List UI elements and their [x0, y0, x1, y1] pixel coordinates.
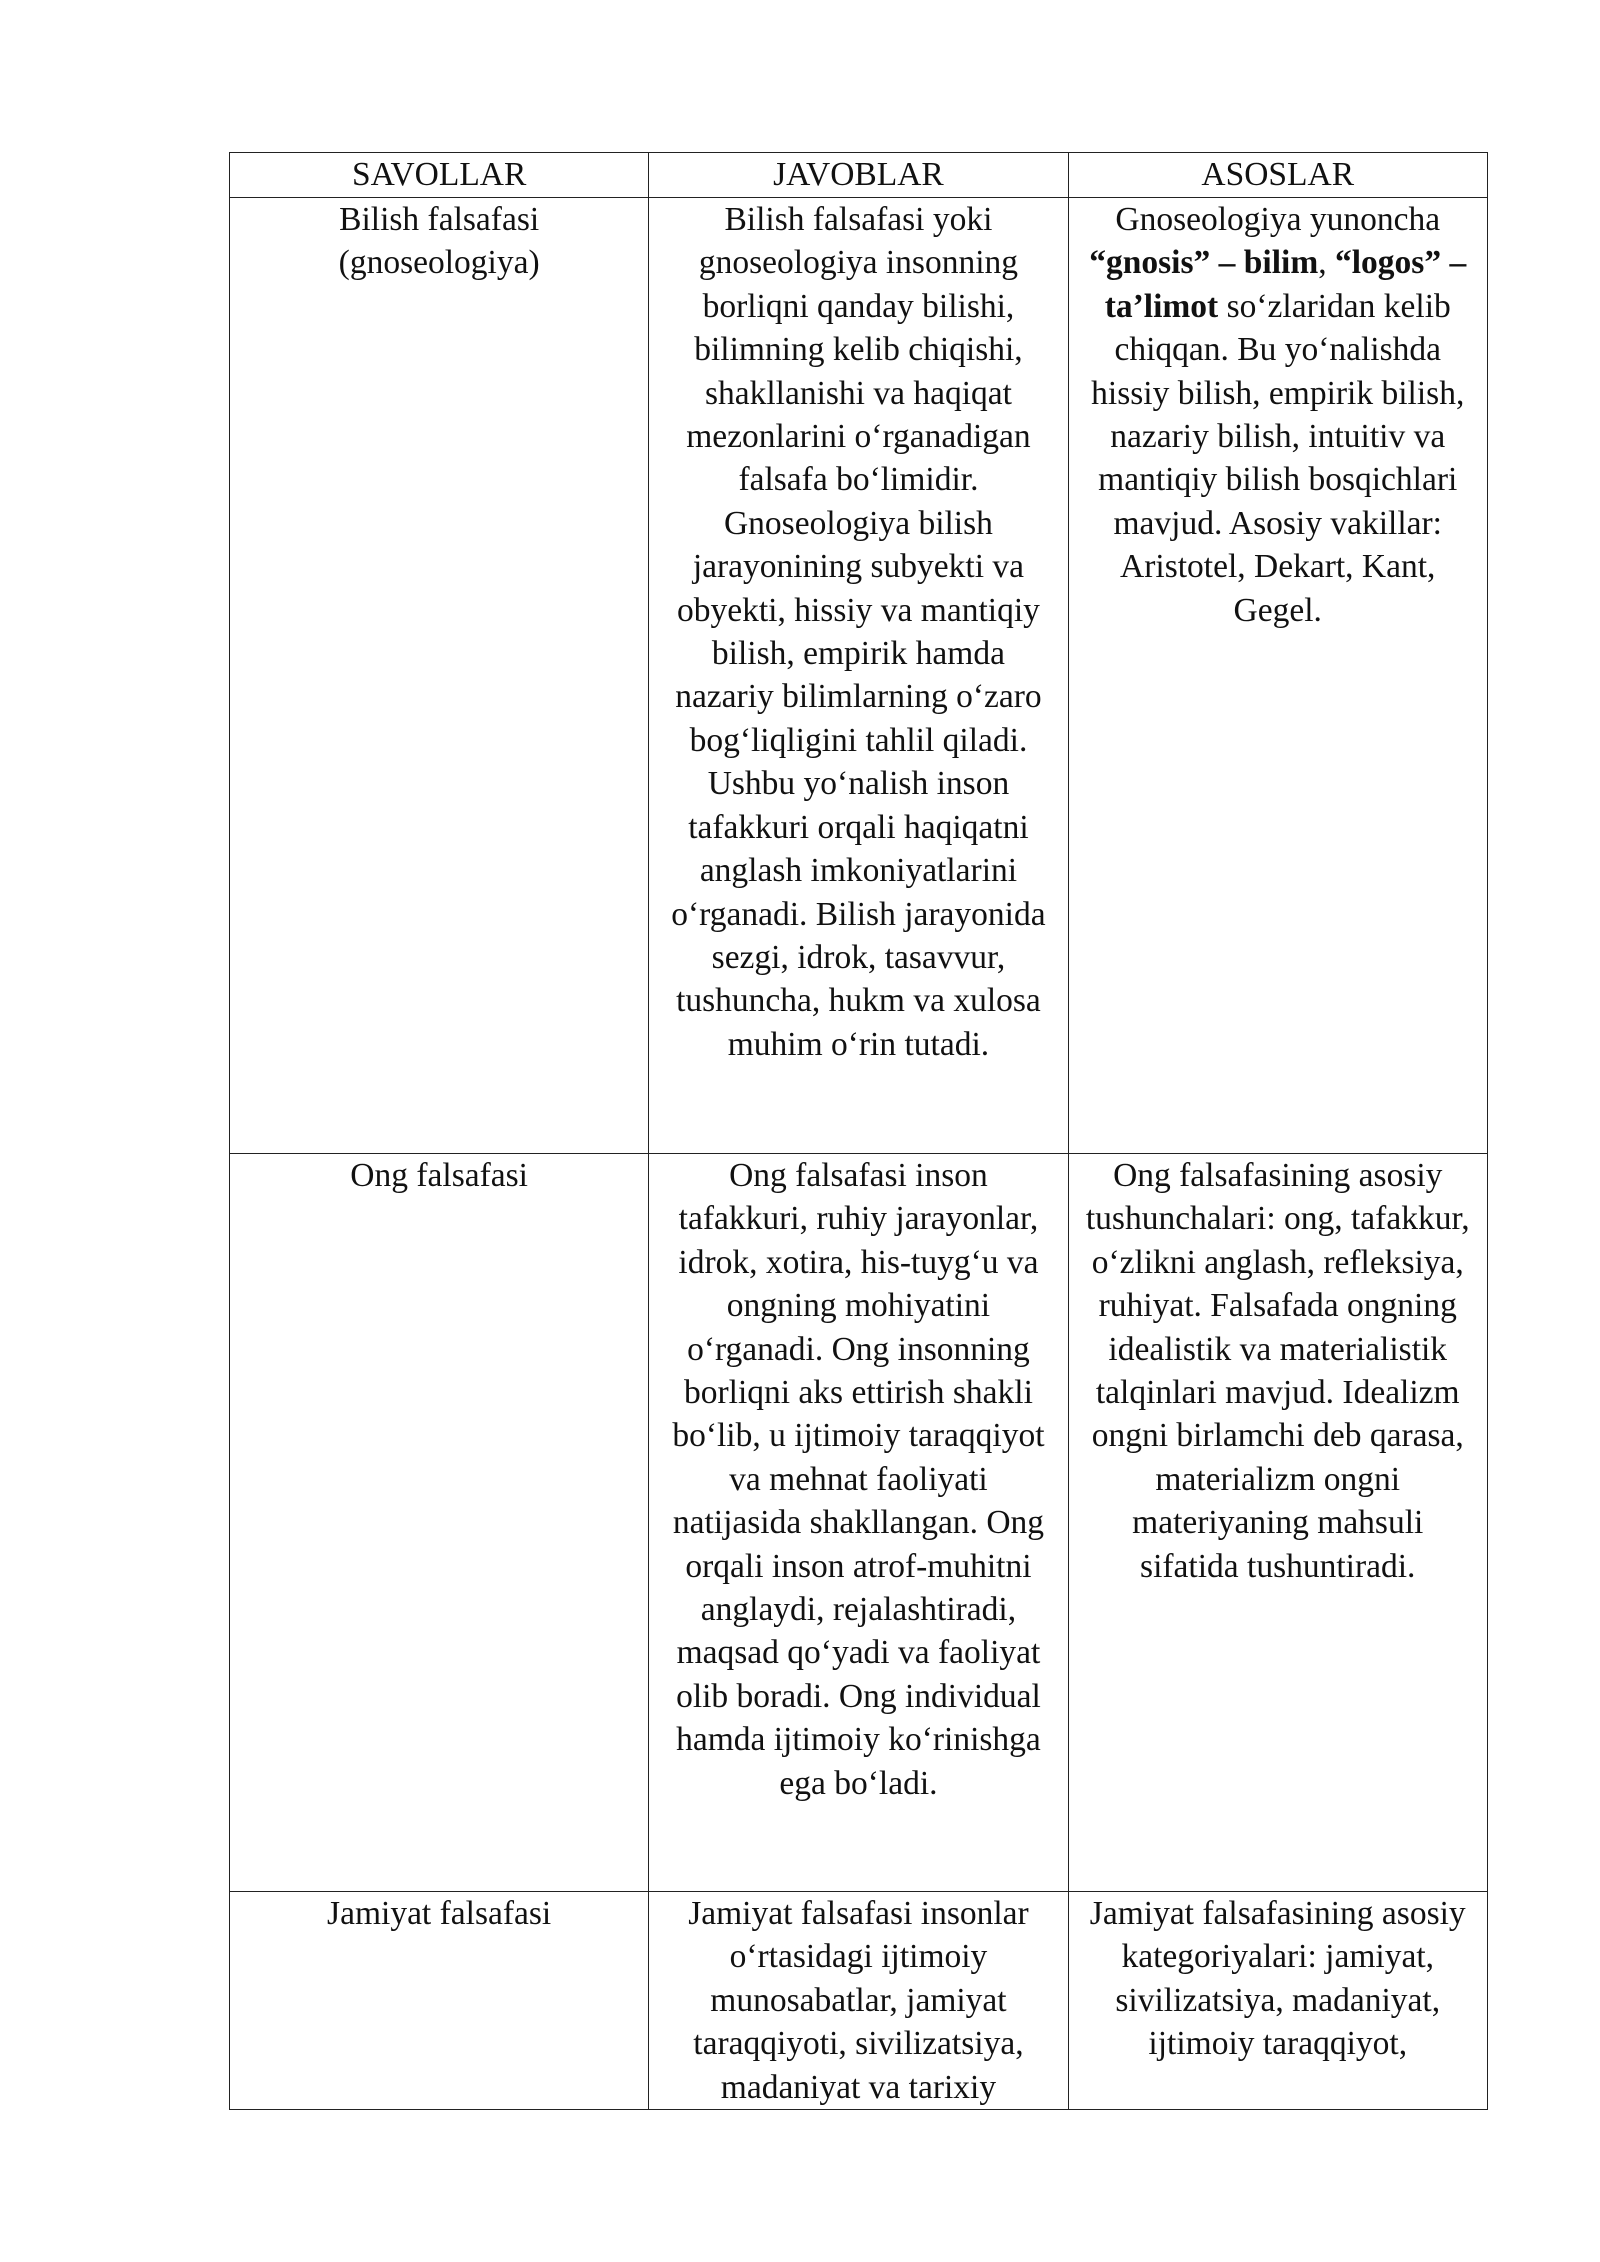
answer-text: Bilish falsafasi yoki gnoseologiya insonning borliqni qanday bilishi, bilimning kelib chiqishi, shakllanishi va haqiqat mezonlarini o‘rganadigan falsafa bo‘limidir. Gnoseologiya bilish jarayonining subyekti va obyekti, hissiy va mantiqiy bilish, empirik hamda nazariy bilimlarning o‘zaro bog‘liqligini tahlil qiladi. Ushbu yo‘nalish inson tafakkuri orqali haqiqatni anglash imkoniyatlarini o‘rganadi. Bilish jarayonida sezgi, idrok, tasavvur, tushuncha, hukm va xulosa muhim o‘rin tutadi. [671, 201, 1046, 1063]
table-row [230, 1154, 1488, 1892]
answer-text: Ong falsafasi inson tafakkuri, ruhiy jarayonlar, idrok, xotira, his-tuyg‘u va ongning mohiyatini o‘rganadi. Ong insonning borliqni aks ettirish shakli bo‘lib, u ijtimoiy taraqqiyot va mehnat faoliyati natijasida shakllangan. Ong orqali inson atrof-muhitni anglaydi, rejalashtiradi, maqsad qo‘yadi va faoliyat olib boradi. Ong individual hamda ijtimoiy ko‘rinishga ega bo‘ladi. [672, 1157, 1045, 1802]
header-asoslar: ASOSLAR [1068, 153, 1487, 198]
answer-cell [649, 198, 1068, 1154]
table-row [230, 198, 1488, 1154]
basis-text: Jamiyat falsafasining asosiy kategoriyalari: jamiyat, sivilizatsiya, madaniyat, ijtimoiy taraqqiyot, [1089, 1895, 1466, 2063]
question-text: Jamiyat falsafasi [327, 1895, 552, 1932]
basis-text-part3: so‘zlaridan kelib chiqqan. Bu yo‘nalishda hissiy bilish, empirik bilish, nazariy bilish, intuitiv va mantiqiy bilish bosqichlari mavjud. Asosiy vakillar: Aristotel, Dekart, Kant, Gegel. [1091, 287, 1465, 629]
question-cell [230, 1892, 649, 2110]
qa-table [229, 152, 1488, 2110]
basis-cell [1068, 1892, 1487, 2110]
header-savollar: SAVOLLAR [230, 153, 649, 198]
basis-text-comma: , [1318, 244, 1327, 282]
basis-cell [1068, 198, 1487, 1154]
basis-cell [1068, 1154, 1487, 1892]
table-header-row [230, 153, 1488, 198]
question-text: Bilish falsafasi (gnoseologiya) [338, 201, 540, 282]
question-cell [230, 1154, 649, 1892]
basis-term-logos: “logos” – ta’limot [1104, 244, 1467, 325]
basis-term-gnosis: “gnosis” – bilim [1089, 244, 1319, 282]
question-text: Ong falsafasi [350, 1157, 528, 1194]
answer-cell [649, 1892, 1068, 2110]
answer-text: Jamiyat falsafasi insonlar o‘rtasidagi ijtimoiy munosabatlar, jamiyat taraqqiyoti, sivilizatsiya, madaniyat va tarixiy [688, 1895, 1029, 2106]
basis-text: Ong falsafasining asosiy tushunchalari: ong, tafakkur, o‘zlikni anglash, refleksiya, ruhiyat. Falsafada ongning idealistik va materialistik talqinlari mavjud. Idealizm ongni birlamchi deb qarasa, materializm ongni materiyaning mahsuli sifatida tushuntiradi. [1085, 1157, 1470, 1585]
question-cell [230, 198, 649, 1154]
answer-cell [649, 1154, 1068, 1892]
basis-text-part1: Gnoseologiya yunoncha [1115, 201, 1441, 238]
header-javoblar: JAVOBLAR [649, 153, 1068, 198]
table-row [230, 1892, 1488, 2110]
